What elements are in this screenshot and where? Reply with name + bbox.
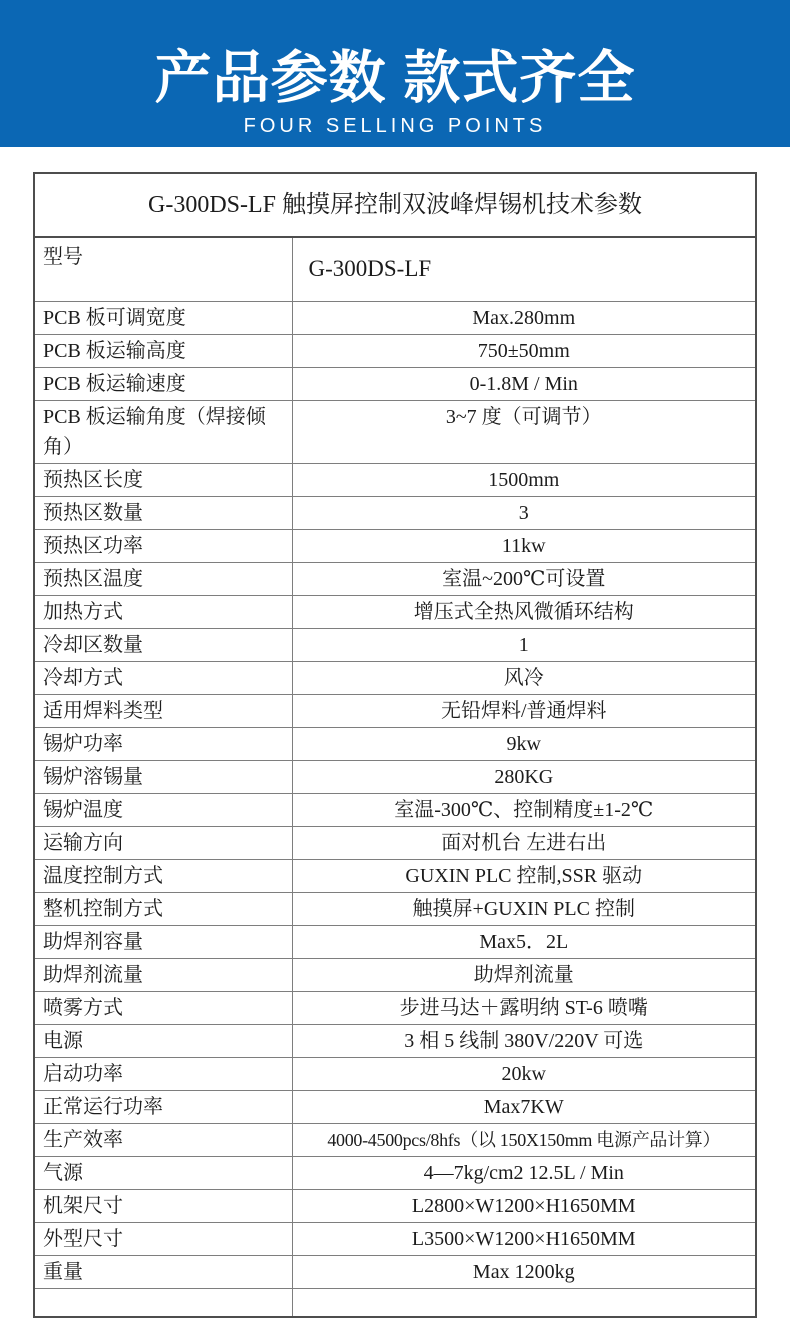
spec-label-cell	[34, 1288, 292, 1317]
spec-label-cell: 预热区数量	[34, 496, 292, 529]
table-title-row	[34, 173, 756, 237]
spec-value-cell: GUXIN PLC 控制,SSR 驱动	[292, 859, 756, 892]
spec-value-cell: 1500mm	[292, 463, 756, 496]
spec-row	[34, 1024, 756, 1057]
spec-label-cell: 加热方式	[34, 595, 292, 628]
spec-label-cell: 温度控制方式	[34, 859, 292, 892]
spec-value-cell: 步进马达＋露明纳 ST-6 喷嘴	[292, 991, 756, 1024]
spec-value-cell: 室温-300℃、控制精度±1-2℃	[292, 793, 756, 826]
spec-value-cell: 室温~200℃可设置	[292, 562, 756, 595]
spec-row	[34, 1156, 756, 1189]
spec-value-cell: 助焊剂流量	[292, 958, 756, 991]
spec-value-cell: Max 1200kg	[292, 1255, 756, 1288]
spec-value-cell: Max.280mm	[292, 301, 756, 334]
spec-value-cell: 9kw	[292, 727, 756, 760]
spec-row	[34, 958, 756, 991]
spec-label-cell: 锡炉溶锡量	[34, 760, 292, 793]
spec-value-cell: 增压式全热风微循环结构	[292, 595, 756, 628]
spec-value-cell: 4000-4500pcs/8hfs（以 150X150mm 电源产品计算）	[292, 1123, 756, 1156]
banner-title: 产品参数 款式齐全	[154, 46, 636, 111]
spec-row	[34, 1123, 756, 1156]
spec-label-cell: 外型尺寸	[34, 1222, 292, 1255]
spec-row	[34, 826, 756, 859]
spec-row	[34, 1090, 756, 1123]
spec-value-cell: 1	[292, 628, 756, 661]
spec-row	[34, 1189, 756, 1222]
spec-label-cell: 助焊剂流量	[34, 958, 292, 991]
banner	[0, 0, 790, 147]
spec-row	[34, 301, 756, 334]
spec-row	[34, 991, 756, 1024]
spec-value-cell: 750±50mm	[292, 334, 756, 367]
spec-value-cell: Max5．2L	[292, 925, 756, 958]
spec-label-cell: 适用焊料类型	[34, 694, 292, 727]
spec-row	[34, 595, 756, 628]
spec-row	[34, 334, 756, 367]
spec-label-cell: 整机控制方式	[34, 892, 292, 925]
spec-value-cell: 风冷	[292, 661, 756, 694]
spec-value-cell: 20kw	[292, 1057, 756, 1090]
spec-row	[34, 892, 756, 925]
spec-row	[34, 793, 756, 826]
spec-row	[34, 529, 756, 562]
spec-label-cell: 预热区温度	[34, 562, 292, 595]
spec-label-cell: 正常运行功率	[34, 1090, 292, 1123]
model-label-cell: 型号	[34, 237, 292, 301]
spec-value-cell: 3 相 5 线制 380V/220V 可选	[292, 1024, 756, 1057]
spec-label-cell: 气源	[34, 1156, 292, 1189]
table-title: G-300DS-LF 触摸屏控制双波峰焊锡机技术参数	[34, 173, 756, 237]
spec-label-cell: 预热区长度	[34, 463, 292, 496]
spec-value-cell: 无铅焊料/普通焊料	[292, 694, 756, 727]
spec-row	[34, 1255, 756, 1288]
spec-value-cell: 0-1.8M / Min	[292, 367, 756, 400]
model-row	[34, 237, 756, 301]
spec-label-cell: 冷却方式	[34, 661, 292, 694]
spec-label-cell: PCB 板运输速度	[34, 367, 292, 400]
spec-row	[34, 925, 756, 958]
spec-row	[34, 562, 756, 595]
spec-label-cell: 电源	[34, 1024, 292, 1057]
spec-row	[34, 400, 756, 463]
spec-label-cell: 运输方向	[34, 826, 292, 859]
spec-label-cell: 生产效率	[34, 1123, 292, 1156]
banner-subtitle: FOUR SELLING POINTS	[243, 115, 547, 137]
spec-row	[34, 463, 756, 496]
spec-row	[34, 1288, 756, 1317]
spec-row	[34, 661, 756, 694]
model-value-cell: G-300DS-LF	[292, 237, 756, 301]
spec-row	[34, 859, 756, 892]
spec-label-cell: 重量	[34, 1255, 292, 1288]
spec-value-cell: 3~7 度（可调节）	[292, 400, 756, 463]
spec-label-cell: PCB 板可调宽度	[34, 301, 292, 334]
spec-table	[33, 172, 757, 1318]
spec-value-cell: 触摸屏+GUXIN PLC 控制	[292, 892, 756, 925]
spec-value-cell	[292, 1288, 756, 1317]
spec-row	[34, 1057, 756, 1090]
spec-label-cell: 机架尺寸	[34, 1189, 292, 1222]
spec-label-cell: 启动功率	[34, 1057, 292, 1090]
spec-value-cell: L2800×W1200×H1650MM	[292, 1189, 756, 1222]
spec-label-cell: 喷雾方式	[34, 991, 292, 1024]
spec-row	[34, 628, 756, 661]
spec-value-cell: 4—7kg/cm2 12.5L / Min	[292, 1156, 756, 1189]
spec-value-cell: 3	[292, 496, 756, 529]
spec-row	[34, 1222, 756, 1255]
spec-row	[34, 496, 756, 529]
spec-value-cell: L3500×W1200×H1650MM	[292, 1222, 756, 1255]
spec-label-cell: PCB 板运输高度	[34, 334, 292, 367]
spec-row	[34, 367, 756, 400]
spec-label-cell: 助焊剂容量	[34, 925, 292, 958]
spec-value-cell: Max7KW	[292, 1090, 756, 1123]
spec-value-cell: 面对机台 左进右出	[292, 826, 756, 859]
spec-row	[34, 694, 756, 727]
spec-row	[34, 727, 756, 760]
spec-label-cell: PCB 板运输角度（焊接倾角）	[34, 400, 292, 463]
spec-value-cell: 11kw	[292, 529, 756, 562]
spec-label-cell: 冷却区数量	[34, 628, 292, 661]
spec-value-cell: 280KG	[292, 760, 756, 793]
spec-table-body	[34, 173, 756, 1317]
spec-row	[34, 760, 756, 793]
spec-label-cell: 锡炉温度	[34, 793, 292, 826]
spec-label-cell: 预热区功率	[34, 529, 292, 562]
spec-label-cell: 锡炉功率	[34, 727, 292, 760]
